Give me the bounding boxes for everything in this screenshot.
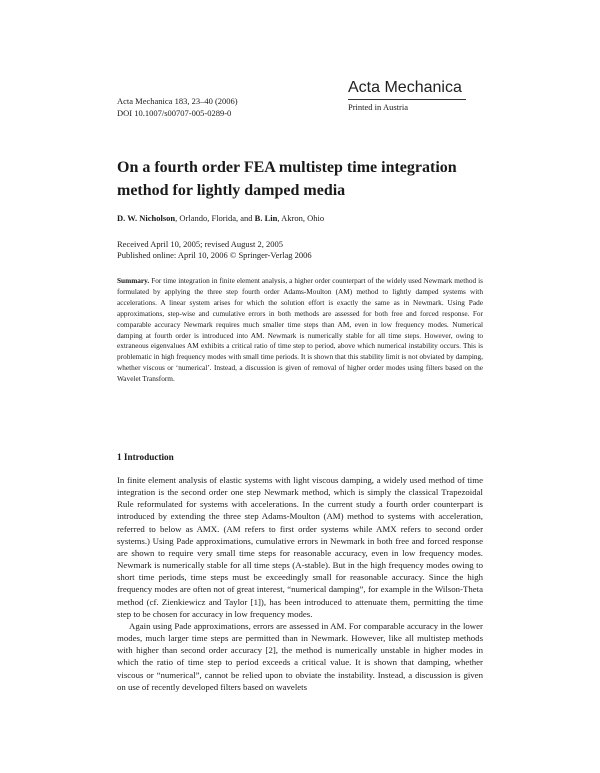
summary-label: Summary. (117, 276, 150, 285)
masthead-rule (348, 99, 466, 100)
author-2-name: B. Lin (254, 213, 278, 223)
abstract (117, 276, 483, 385)
author-1-name: D. W. Nicholson (117, 213, 176, 223)
dates-block (117, 239, 312, 261)
citation-volume: Acta Mechanica 183, 23–40 (2006) (117, 96, 238, 106)
section-body (117, 474, 483, 693)
author-2-location: , Akron, Ohio (277, 213, 325, 223)
paper-title: On a fourth order FEA multistep time integration method for lightly damped media (117, 159, 457, 199)
received-date: Received April 10, 2005; revised August 2, 2005 (117, 239, 283, 249)
summary-text: For time integration in finite element analysis, a higher order counterpart of the widely used Newmark method is formulated by applying the three step fourth order Adams-Moulton (AM) method to lightly damped systems with accelerations. A linear system arises for which the solution effort is exactly the same as in Newmark. Using Pade approximations, step-wise and cumulative errors in both methods are assessed for both free and forced response. For comparable accuracy Newmark requires much smaller time steps than AM, even in low frequency modes. Numerical damping at fourth order is introduced into AM. Newmark is numerically stable for all time steps. However, owing to extraneous eigenvalues AM exhibits a critical ratio of time step to period, above which numerical instability occurs. This is problematic in high frequency modes with small time periods. It is shown that this stability limit is not obviated by damping, whether viscous or ‘numerical’. Instead, a discussion is given of removal of higher order modes using filters based on the Wavelet Transform. (117, 276, 483, 384)
journal-name: Acta Mechanica (348, 79, 462, 96)
section-heading: 1 Introduction (117, 452, 174, 462)
body-paragraph-2: Again using Pade approximations, errors are assessed in AM. For comparable accuracy in the lower modes, much larger time steps are permitted than in Newmark. However, like all multistep methods with higher than second order accuracy [2], the method is numerically unstable in higher modes in which the ratio of time step to period exceeds a critical value. It is shown that damping, whether viscous or “numerical”, cannot be relied upon to obviate the instability. Instead, a discussion is given on use of recently developed filters based on wavelets (117, 620, 483, 692)
citation-doi: DOI 10.1007/s00707-005-0289-0 (117, 108, 232, 118)
journal-masthead (348, 79, 468, 113)
body-paragraph-1: In finite element analysis of elastic systems with light viscous damping, a widely used method of time integration is the second order one step Newmark method, which is simply the classical Trapezoidal Rule reformulated for systems with accelerations. In the current study a fourth order counterpart is introduced by extending the three step Adams-Moulton (AM) method to systems with acceleration, referred to below as AMX. (AM refers to first order systems while AMX refers to second order systems.) Using Pade approximations, cumulative errors in Newmark in both free and forced response are shown to require very small time steps for reasonable accuracy, even in low frequency modes. Newmark is numerically stable for all time steps (A-stable). But in the high frequency modes owing to short time periods, time steps must be exceedingly small for reasonable accuracy. Since the high frequency modes are often not of great interest, “numerical damping”, for example in the Wilson-Theta method (cf. Zienkiewicz and Taylor [1]), has been introduced to attenuate them, permitting the time step to be chosen for accuracy in low frequency modes. (117, 475, 483, 619)
citation-block (117, 95, 238, 119)
printed-location: Printed in Austria (348, 102, 408, 112)
author-line (117, 212, 324, 224)
published-date: Published online: April 10, 2006 © Springer-Verlag 2006 (117, 250, 312, 260)
author-1-location: , Orlando, Florida, and (175, 213, 255, 223)
